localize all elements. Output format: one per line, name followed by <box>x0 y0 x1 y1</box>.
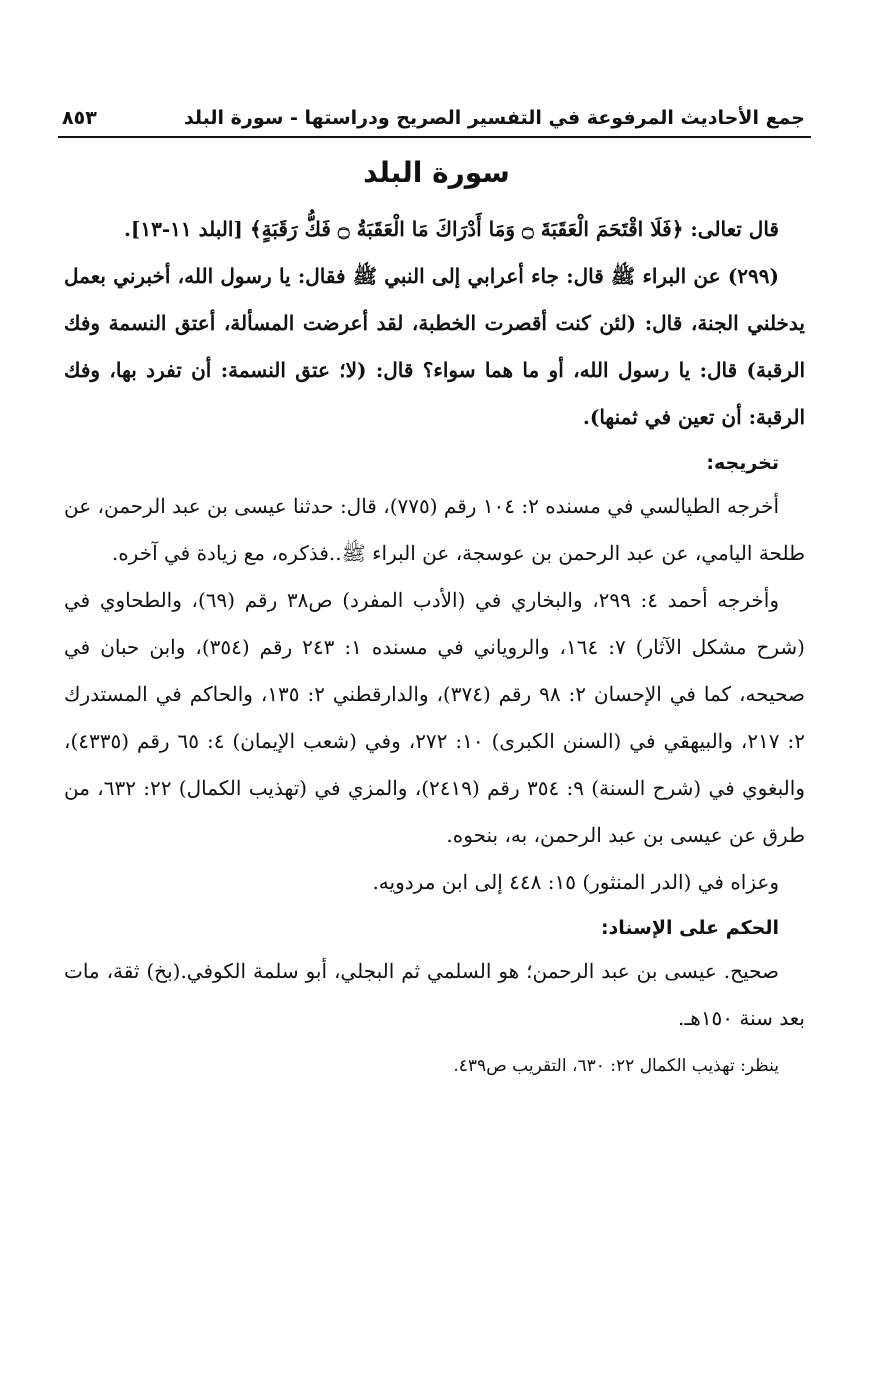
takhrij-paragraph-2: وأخرجه أحمد ٤: ٢٩٩، والبخاري في (الأدب المفرد) ص٣٨ رقم (٦٩)، والطحاوي في (شرح مشكل الآثار) ٧: ١٦٤، والروياني في مسنده ١: ٢٤٣ رقم (٣٥٤)، وابن حبان في صحيحه، كما في الإحسان ٢: ٩٨ رقم (٣٧٤)، والدارقطني ٢: ١٣٥، والحاكم في المستدرك ٢: ٢١٧، والبيهقي في (السنن الكبرى) ١٠: ٢٧٢، وفي (شعب الإيمان) ٤: ٦٥ رقم (٤٣٣٥)، والبغوي في (شرح السنة) ٩: ٣٥٤ رقم (٢٤١٩)، والمزي في (تهذيب الكمال) ٢٢: ٦٣٢، من طرق عن عيسى بن عبد الرحمن، به، بنحوه. <box>64 588 806 847</box>
verse-intro: قال تعالى: <box>683 217 779 241</box>
verse-line <box>64 206 805 253</box>
surah-title: سورة البلد <box>363 156 510 189</box>
verse-text: ﴿فَلَا اقْتَحَمَ الْعَقَبَةَ ۝ وَمَا أَدْرَاكَ مَا الْعَقَبَةُ ۝ فَكُّ رَقَبَةٍ﴾ <box>249 217 684 241</box>
takhrij-paragraph-1: أخرجه الطيالسي في مسنده ٢: ١٠٤ رقم (٧٧٥)، قال: حدثنا عيسى بن عبد الرحمن، عن طلحة اليامي، عن عبد الرحمن بن عوسجة، عن البراء ﷺ..فذكره، مع زيادة في آخره. <box>64 494 805 565</box>
page-content <box>64 206 805 1086</box>
hadith-text: (٢٩٩) عن البراء ﷺ قال: جاء أعرابي إلى النبي ﷺ فقال: يا رسول الله، أخبرني بعمل يدخلني الجنة، قال: (لئن كنت أقصرت الخطبة، لقد أعرضت المسألة، أعتق النسمة وفك الرقبة) قال: يا رسول الله، أو ما هما سواء؟ قال: (لا؛ عتق النسمة: أن تفرد بها، وفك الرقبة: أن تعين في ثمنها). <box>64 264 805 429</box>
takhrij-paragraph-3: وعزاه في (الدر المنثور) ١٥: ٤٤٨ إلى ابن مردويه. <box>372 870 779 894</box>
hukm-paragraph-1: صحيح. عيسى بن عبد الرحمن؛ هو السلمي ثم البجلي، أبو سلمة الكوفي.(بخ) ثقة، مات بعد سنة ١٥٠هـ. <box>64 959 805 1030</box>
takhrij-heading: تخريجه: <box>706 452 779 474</box>
verse-reference: [البلد ١١-١٣]. <box>123 217 250 241</box>
page-number: ٨٥٣ <box>62 107 97 129</box>
header-rule <box>58 136 811 138</box>
hukm-note: ينظر: تهذيب الكمال ٢٢: ٦٣٠، التقريب ص٤٣٩. <box>453 1056 779 1076</box>
hukm-heading: الحكم على الإسناد: <box>600 917 779 939</box>
book-title: جمع الأحاديث المرفوعة في التفسير الصريح ودراستها - سورة البلد <box>183 107 805 129</box>
running-header <box>62 100 805 136</box>
